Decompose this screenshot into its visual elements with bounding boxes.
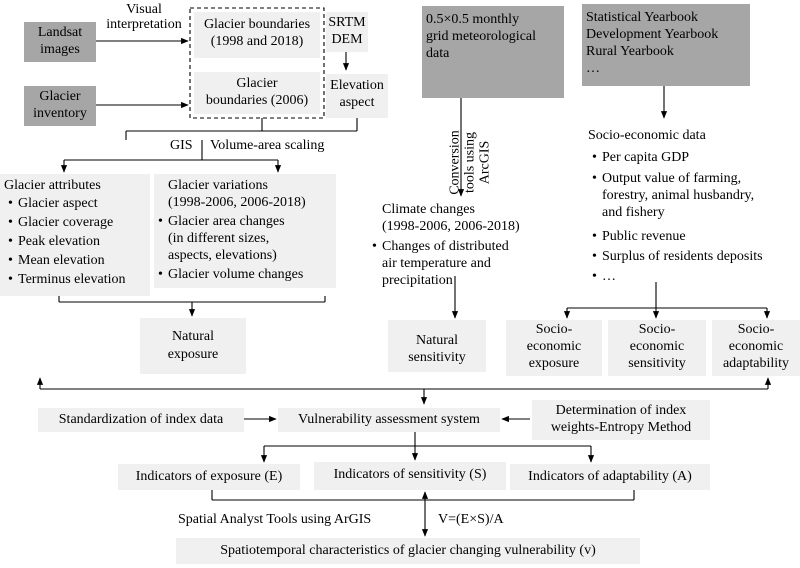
variation-item-1-line1: • Glacier area changes: [168, 214, 285, 230]
gis-label: GIS: [170, 138, 193, 153]
natural-exposure-line2: exposure: [167, 347, 219, 362]
variations-title-line2: (1998-2006, 2006-2018): [168, 195, 306, 210]
variations-title-line1: Glacier variations: [168, 178, 268, 193]
yearbook-line2: Development Yearbook: [586, 27, 719, 42]
socio-exposure-line3: exposure: [528, 356, 580, 371]
climate-title-line1: Climate changes: [382, 202, 475, 217]
adaptability-indicators-box: [510, 464, 710, 490]
met-data-line1: 0.5×0.5 monthly: [426, 12, 520, 27]
met-data-line2: grid meteorological: [426, 29, 537, 44]
socio-sensitivity-line2: economic: [629, 339, 685, 354]
exposure-indicators-label: Indicators of exposure (E): [135, 469, 283, 484]
glacier-inventory-line1: Glacier: [39, 89, 81, 104]
weights-line2: weights-Entropy Method: [550, 420, 692, 435]
glacier-inventory-line2: inventory: [33, 106, 87, 121]
yearbooks-box: [582, 4, 750, 86]
vulnerability-formula: V=(E×S)/A: [438, 512, 504, 527]
landsat-images-line1: Landsat: [37, 25, 83, 40]
dem-line: DEM: [331, 32, 363, 47]
socio-item-1: • Per capita GDP: [602, 150, 689, 166]
met-data-line3: data: [426, 46, 450, 61]
glacier-inventory-box: [24, 86, 96, 126]
assessment-system-label: Vulnerability assessment system: [298, 412, 480, 427]
boundaries-1998-2018-line1: Glacier boundaries: [203, 17, 311, 32]
climate-item-line3: precipitation: [382, 273, 453, 288]
socio-adaptability-line1: Socio-: [737, 322, 775, 337]
socio-item-2-line1: • Output value of farming,: [602, 171, 741, 187]
final-result-box: [176, 538, 640, 564]
boundaries-2006-box: [194, 72, 320, 114]
aspect-line: aspect: [339, 95, 375, 110]
visual-interpretation-line1: Visual: [126, 2, 162, 17]
socio-adaptability-line2: economic: [728, 339, 784, 354]
socio-item-2-line3: and fishery: [602, 205, 665, 220]
glacier-variations-box: [154, 174, 336, 288]
yearbook-line3: Rural Yearbook: [586, 44, 674, 59]
sensitivity-indicators-label: Indicators of sensitivity (S): [333, 467, 487, 482]
standardization-label: Standardization of index data: [58, 412, 224, 427]
socio-exposure-line1: Socio-: [535, 322, 573, 337]
visual-interpretation-line2: interpretation: [106, 17, 182, 32]
exposure-indicators-box: [118, 464, 300, 490]
final-result-label: Spatiotemporal characteristics of glacier changing vulnerability (v): [220, 543, 596, 558]
attr-item-3: • Peak elevation: [18, 234, 100, 250]
socio-item-2-line2: forestry, animal husbandry,: [602, 188, 755, 203]
socio-adaptability-line3: adaptability: [722, 356, 790, 371]
variation-item-1-line3: aspects, elevations): [168, 248, 277, 263]
socio-adaptability-box: [712, 320, 800, 376]
spatial-analyst-tools-label: Spatial Analyst Tools using ArGIS: [178, 512, 372, 527]
srtm-dem-box: [326, 12, 368, 52]
conversion-line2: tools using: [462, 131, 478, 194]
volume-area-label: Volume-area scaling: [210, 138, 325, 153]
socio-sensitivity-line3: sensitivity: [628, 356, 686, 371]
climate-title-line2: (1998-2006, 2006-2018): [382, 219, 520, 234]
natural-sensitivity-line1: Natural: [416, 333, 458, 348]
standardization-box: [38, 408, 244, 432]
socio-data-title: Socio-economic data: [588, 128, 706, 143]
socio-exposure-line2: economic: [526, 339, 582, 354]
srtm-line: SRTM: [328, 15, 366, 30]
climate-item-line2: air temperature and: [382, 256, 491, 271]
socio-item-3: • Public revenue: [602, 229, 686, 245]
sensitivity-indicators-box: [314, 462, 506, 490]
weights-line1: Determination of index: [555, 403, 687, 418]
conversion-line3: ArcGIS: [477, 140, 493, 185]
yearbook-line1: Statistical Yearbook: [586, 10, 698, 25]
boundaries-1998-2018-box: [194, 12, 320, 58]
socio-exposure-box: [506, 320, 602, 376]
conversion-line1: Conversion: [447, 130, 463, 195]
glacier-attributes-title: Glacier attributes: [4, 178, 101, 193]
socio-sensitivity-box: [608, 320, 706, 376]
assessment-system-box: [278, 408, 500, 432]
socio-item-5: • …: [602, 269, 616, 285]
attr-item-5: • Terminus elevation: [18, 272, 126, 288]
attr-item-2: • Glacier coverage: [18, 215, 113, 231]
attr-item-1: • Glacier aspect: [18, 196, 98, 212]
yearbook-line4: …: [586, 61, 600, 76]
natural-sensitivity-line2: sensitivity: [408, 350, 466, 365]
climate-item-line1: • Changes of distributed: [382, 239, 509, 255]
socio-sensitivity-line1: Socio-: [638, 322, 676, 337]
variation-item-2: • Glacier volume changes: [168, 267, 303, 283]
adaptability-indicators-label: Indicators of adaptability (A): [528, 469, 692, 484]
meteorological-data-box: [422, 6, 564, 98]
boundaries-2006-line2: boundaries (2006): [205, 93, 309, 108]
entropy-weights-box: [532, 400, 710, 440]
elevation-line: Elevation: [330, 78, 384, 93]
natural-sensitivity-box: [388, 320, 486, 372]
boundaries-2006-line1: Glacier: [236, 76, 278, 91]
socio-item-4: • Surplus of residents deposits: [602, 249, 763, 265]
boundaries-1998-2018-line2: (1998 and 2018): [210, 34, 304, 49]
natural-exposure-line1: Natural: [172, 329, 214, 344]
variation-item-1-line2: (in different sizes,: [168, 231, 270, 246]
elevation-aspect-box: [326, 74, 388, 118]
attr-item-4: • Mean elevation: [18, 253, 105, 269]
glacier-attributes-box: [0, 174, 150, 296]
natural-exposure-box: [140, 318, 246, 374]
landsat-images-box: [24, 22, 96, 62]
landsat-images-line2: images: [40, 42, 80, 57]
